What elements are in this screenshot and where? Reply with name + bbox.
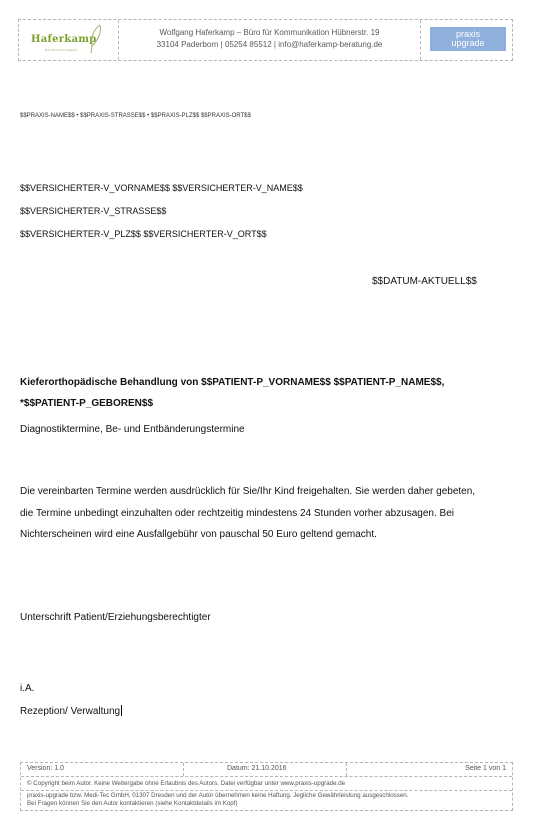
footer-divider [346,763,347,776]
text-cursor [121,705,122,716]
recipient-line-3: $$VERSICHERTER-V_PLZ$$ $$VERSICHERTER-V_ORT$$ [20,229,267,239]
badge-line-1: praxis [455,29,480,39]
subtitle: Diagnostiktermine, Be- und Entbänderungstermine [20,424,245,435]
subject-line-2: *$$PATIENT-P_GEBOREN$$ [20,398,154,409]
logo-cell [19,20,119,60]
signature-label: Unterschrift Patient/Erziehungsberechtigter [20,612,211,623]
footer-version: Version: 1.0 [27,765,64,772]
closing-department[interactable] [20,705,122,717]
footer [20,762,513,811]
footer-page: Seite 1 von 1 [465,765,506,772]
recipient-line-2: $$VERSICHERTER-V_STRASSE$$ [20,206,167,216]
letterhead [18,19,513,61]
badge-cell [421,20,512,60]
letterhead-contact [119,20,421,60]
recipient-address [20,177,303,246]
recipient-line-1: $$VERSICHERTER-V_VORNAME$$ $$VERSICHERTER-V_NAME$$ [20,183,303,193]
closing-department-text: Rezeption/ Verwaltung [20,706,121,717]
haferkamp-logo: Haferkamp [31,34,97,45]
closing-ia: i.A. [20,683,35,694]
footer-disclaimer-line-2: Bei Fragen können Sie den Autor kontaktieren (siehe Kontaktdetails im Kopf) [27,800,238,807]
letterhead-line-2: 33104 Paderborn | 05254 85512 | info@haferkamp-beratung.de [156,40,383,49]
letter-date: $$DATUM-AKTUELL$$ [372,276,477,287]
subject-line-1: Kieferorthopädische Behandlung von $$PATIENT-P_VORNAME$$ $$PATIENT-P_NAME$$, [20,377,445,388]
footer-date: Datum: 21.10.2016 [227,765,287,772]
badge-line-2: upgrade [451,38,485,48]
letterhead-line-1: Wolfgang Haferkamp – Büro für Kommunikation Hübnerstr. 19 [159,28,380,37]
footer-disclaimer-line-1: praxis-upgrade bzw. Medi-Tec GmbH, 01307 Dresden und der Autor übernehmen keine Haftung. Jegliche Gewährleistung ausgeschlossen. [27,792,409,799]
body-paragraph: Die vereinbarten Termine werden ausdrücklich für Sie/Ihr Kind freigehalten. Sie werden daher gebeten, die Termine unbedingt einzuhalten oder rechtzeitig mindestens 24 Stunden vorher abzusagen. Bei Nichterscheinen wird eine Ausfallgebühr von pauschal 50 Euro geltend gemacht. [20,486,476,540]
praxis-upgrade-badge [430,27,506,51]
feather-icon [89,24,103,54]
footer-meta-row [21,763,512,777]
footer-disclaimer [21,791,512,810]
subject [20,372,444,414]
footer-divider [183,763,184,776]
sender-line: $$PRAXIS-NAME$$ • $$PRAXIS-STRASSE$$ • $$PRAXIS-PLZ$$ $$PRAXIS-ORT$$ [20,113,251,119]
logo-tagline: Büro für Kommunikation [45,48,78,52]
footer-copyright: © Copyright beim Autor. Keine Weitergabe ohne Erlaubnis des Autors. Datei verfügbar unter www.praxis-upgrade.de [21,777,512,791]
